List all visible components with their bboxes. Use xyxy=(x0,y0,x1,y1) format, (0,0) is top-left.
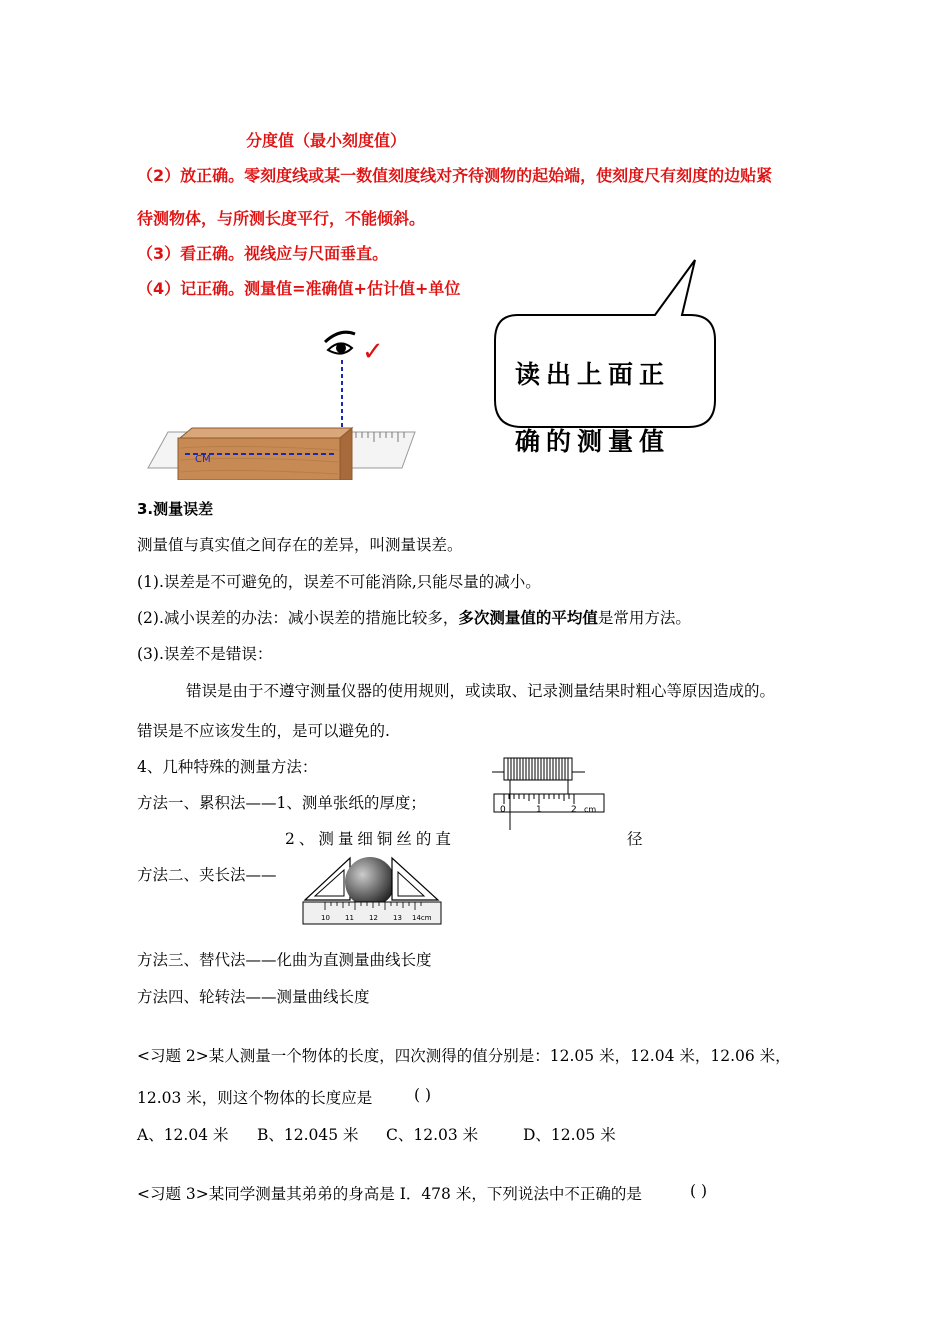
method-3: 方法三、替代法——化曲为直测量曲线长度 xyxy=(137,951,432,969)
cm-label: CM xyxy=(195,454,211,465)
paragraph: 测量值与真实值之间存在的差异，叫测量误差。 xyxy=(137,536,463,554)
tick-label: 10 xyxy=(321,914,330,922)
paragraph-part: 是常用方法。 xyxy=(597,609,691,627)
check-mark: ✓ xyxy=(362,337,384,367)
paragraph: (1).误差是不可避免的，误差不可能消除,只能尽量的减小。 xyxy=(137,573,541,591)
tick-label: 12 xyxy=(369,914,378,922)
paragraph: (3).误差不是错误： xyxy=(137,645,273,663)
method-2: 方法二、夹长法—— xyxy=(137,866,277,884)
tick-label: cm xyxy=(584,805,597,814)
red-line-1: 分度值（最小刻度值） xyxy=(246,131,407,150)
q3-line-1: <习题 3>某同学测量其弟弟的身高是 I．478 米，下列说法中不正确的是 xyxy=(137,1185,642,1203)
method-1: 方法一、累积法——1、测单张纸的厚度； xyxy=(137,794,426,812)
option-b: B、12.045 米 xyxy=(257,1126,359,1144)
red-line-4: （3）看正确。视线应与尺面垂直。 xyxy=(137,244,389,263)
tick-label: 1 xyxy=(536,805,542,815)
q2-line-2: 12.03 米，则这个物体的长度应是 xyxy=(137,1089,373,1107)
method-1c: 径 xyxy=(627,830,643,848)
option-c: C、12.03 米 xyxy=(386,1126,479,1144)
paragraph-part: (2).减小误差的办法：减小误差的措施比较多， xyxy=(137,609,459,627)
bubble-line-1: 读出上面正 xyxy=(515,360,671,389)
emphasis: 多次测量值的平均值 xyxy=(458,609,598,627)
paragraph: 错误是由于不遵守测量仪器的使用规则，或读取、记录测量结果时粗心等原因造成的。 xyxy=(186,682,776,700)
red-line-3: 待测物体，与所测长度平行，不能倾斜。 xyxy=(137,209,426,228)
tick-label: 13 xyxy=(393,914,402,922)
ball-ruler-figure xyxy=(300,852,445,927)
tick-label: 2 xyxy=(571,805,577,815)
answer-blank: ( ) xyxy=(414,1086,432,1104)
answer-blank: ( ) xyxy=(690,1182,708,1200)
option-a: A、12.04 米 xyxy=(137,1126,229,1144)
eye-icon xyxy=(325,332,355,353)
method-1b: 2、测量细铜丝的直 xyxy=(285,830,455,848)
bubble-line-2: 确的测量值 xyxy=(515,427,671,456)
red-line-2: （2）放正确。零刻度线或某一数值刻度线对齐待测物的起始端，使刻度尺有刻度的边贴紧 xyxy=(137,166,773,185)
paragraph xyxy=(137,606,691,628)
paragraph: 错误是不应该发生的，是可以避免的. xyxy=(137,722,390,740)
section-heading: 3.测量误差 xyxy=(137,500,214,518)
wire-ruler-figure xyxy=(490,752,610,832)
q2-line-1: <习题 2>某人测量一个物体的长度，四次测得的值分别是：12.05 米，12.04 米，12.06 米， xyxy=(137,1047,791,1065)
method-4: 方法四、轮转法——测量曲线长度 xyxy=(137,988,370,1006)
ruler-reading-figure xyxy=(140,320,440,480)
tick-label: 14cm xyxy=(412,914,432,922)
red-line-5: （4）记正确。测量值=准确值+估计值+单位 xyxy=(137,279,461,298)
tick-label: 0 xyxy=(500,805,506,815)
option-d: D、12.05 米 xyxy=(523,1126,616,1144)
tick-label: 11 xyxy=(345,914,354,922)
methods-heading: 4、几种特殊的测量方法： xyxy=(137,758,318,776)
